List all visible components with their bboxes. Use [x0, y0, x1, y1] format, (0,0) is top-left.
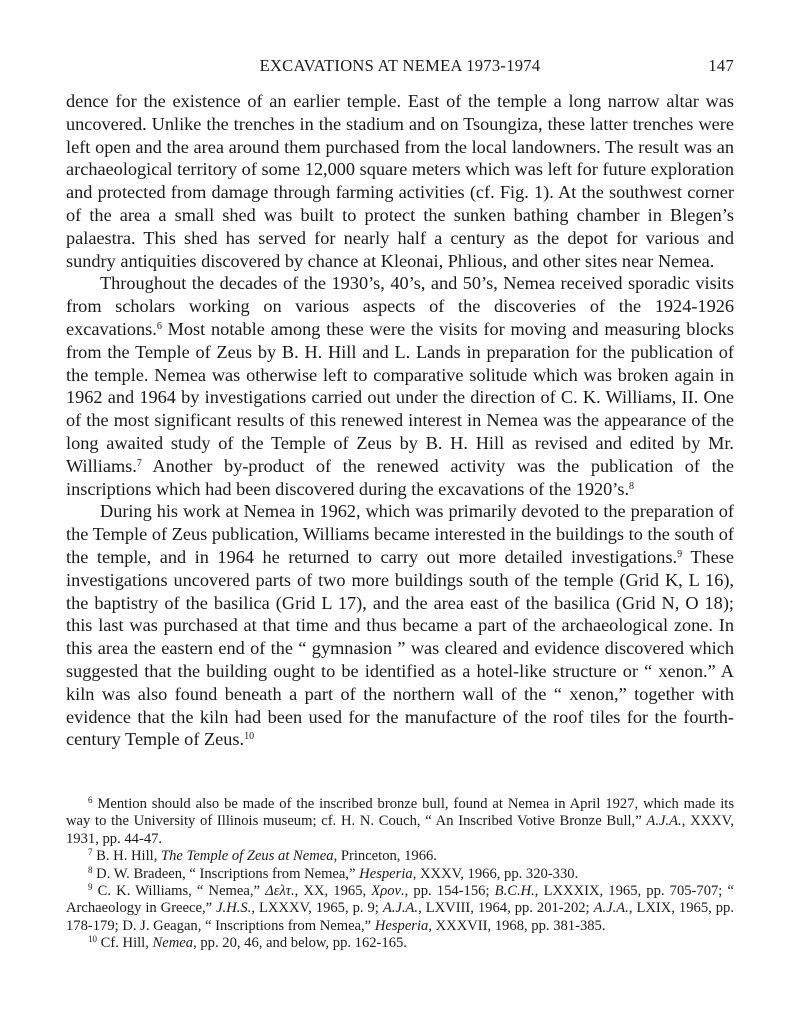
body-text: [66, 90, 734, 751]
footnote-9-text-e: , LXXXV, 1965, p. 9;: [251, 900, 383, 917]
paragraph-1-text: dence for the existence of an earlier temple. East of the temple a long narrow altar was uncovered. Unlike the trenches in the stadium and on Tsoungiza, these latter trenches were left open and the area around them purchased from the local landowners. The result was an archaeological territory of some 12,000 square meters which was left for future exploration and protected from damage through farming activities (cf. Fig. 1). At the southwest corner of the area a small shed was built to protect the sunken bathing chamber in Blegen’s palaestra. This shed has served for nearly half a century as the depot for various and sundry antiquities discovered by chance at Kleonai, Phlious, and other sites near Nemea.: [66, 91, 734, 271]
footnote-9-italic-5: A.J.A.: [382, 900, 419, 917]
footnote-8-text-a: D. W. Bradeen, “ Inscriptions from Nemea,”: [92, 865, 360, 882]
paragraph-1: [66, 90, 734, 272]
footnote-ref-8[interactable]: 8: [629, 480, 635, 492]
paragraph-3-text-a: During his work at Nemea in 1962, which was primarily devoted to the preparation of the Temple of Zeus publication, Williams became interested in the buildings to the south of the temple, and in 1964 he returned to carry out more detailed investigations.: [66, 501, 734, 567]
footnote-9-text-c: , pp. 154-156;: [404, 883, 495, 900]
footnote-9: [66, 883, 734, 935]
paragraph-2-text-c: Another by-product of the renewed activity was the publication of the inscriptions which had been discovered during the excavations of the 1920’s.: [66, 455, 734, 499]
running-title: EXCAVATIONS AT NEMEA 1973-1974: [259, 56, 541, 75]
footnote-ref-6[interactable]: 6: [156, 320, 162, 332]
page-number: 147: [708, 56, 734, 75]
footnote-10-text-b: , pp. 20, 46, and below, pp. 162-165.: [193, 935, 407, 952]
footnote-10-text-a: Cf. Hill,: [97, 935, 153, 952]
paragraph-3: [66, 500, 734, 751]
footnote-8-text-b: , XXXV, 1966, pp. 320-330.: [412, 865, 579, 882]
footnote-ref-9[interactable]: 9: [677, 548, 683, 560]
footnote-10: [66, 935, 734, 952]
paragraph-2-text-a: Throughout the decades of the 1930’s, 40’s, and 50’s, Nemea received sporadic visits from scholars working on various aspects of the discoveries of the 1924-1926 excavations.: [66, 273, 734, 339]
footnote-7-text-a: B. H. Hill,: [92, 848, 162, 865]
footnote-10-number: 10: [88, 934, 97, 945]
running-head: [66, 56, 734, 80]
footnote-9-italic-6: A.J.A.: [593, 900, 629, 917]
paragraph-2-text-b: Most notable among these were the visits for moving and measuring blocks from the Temple of Zeus by B. H. Hill and L. Lands in preparation for the publication of the temple. Nemea was otherwise left to comparative solitude which was broken again in 1962 and 1964 by investigations carried out under the direction of C. K. Williams, II. One of the most significant results of this renewed interest in Nemea was the appearance of the long awaited study of the Temple of Zeus by B. H. Hill as revised and edited by Mr. Williams.: [66, 318, 734, 476]
footnote-8-number: 8: [88, 864, 93, 875]
footnote-9-text-a: C. K. Williams, “ Nemea,”: [92, 883, 266, 900]
footnote-6-number: 6: [88, 795, 93, 805]
footnote-9-italic-4: J.H.S.: [216, 900, 252, 917]
paragraph-3-text-b: These investigations uncovered parts of two more buildings south of the temple (Grid K, L 16), the baptistry of the basilica (Grid L 17), and the area east of the basilica (Grid N, O 18); this last was purchased at that time and thus became a part of the archaeological zone. In this area the eastern end of the “ gymnasion ” was cleared and evidence discovered which suggested that the building ought to be identified as a hotel-like structure or “ xenon.” A kiln was also found beneath a part of the northern wall of the “ xenon,” together with evidence that the kiln had been used for the manufacture of the roof tiles for the fourth-century Temple of Zeus.: [66, 546, 734, 750]
footnote-7: [66, 848, 734, 865]
paragraph-2: [66, 272, 734, 500]
footnote-10-italic: Nemea: [152, 935, 194, 952]
footnote-9-text-g: , LXIX, 1965, pp. 178-179; D. J. Geagan, “ Inscriptions from Nemea,”: [66, 900, 734, 934]
footnote-9-italic-2: Χρον.: [371, 883, 405, 900]
footnote-ref-7[interactable]: 7: [136, 457, 142, 469]
footnote-9-text-h: , XXXVII, 1968, pp. 381-385.: [428, 917, 606, 934]
footnote-6-italic: A.J.A.: [646, 813, 682, 830]
footnote-9-text-d: , LXXXIX, 1965, pp. 705-707; “ Archaeology in Greece,”: [66, 883, 734, 917]
footnote-7-text-b: , Princeton, 1966.: [333, 848, 437, 865]
footnote-6: [66, 796, 734, 848]
footnote-9-number: 9: [88, 882, 93, 893]
footnote-9-italic-7: Hesperia: [374, 917, 429, 934]
footnote-ref-10[interactable]: 10: [244, 731, 255, 743]
footnote-9-italic-3: B.C.H.: [494, 883, 535, 900]
footnote-6-text-b: , XXXV, 1931, pp. 44-47.: [66, 813, 734, 847]
footnote-9-text-b: , XX, 1965,: [294, 883, 372, 900]
footnote-7-number: 7: [88, 847, 93, 858]
footnote-9-text-f: , LXVIII, 1964, pp. 201-202;: [418, 900, 594, 917]
footnote-8-italic: Hesperia: [359, 865, 413, 882]
footnotes: [66, 796, 734, 953]
footnote-6-text-a: Mention should also be made of the inscribed bronze bull, found at Nemea in April 1927, which made its way to the University of Illinois museum; cf. H. N. Couch, “ An Inscribed Votive Bronze Bull,”: [66, 796, 734, 830]
footnote-9-italic-1: Δελτ.: [265, 883, 295, 900]
footnote-8: [66, 866, 734, 883]
footnote-7-italic: The Temple of Zeus at Nemea: [161, 848, 334, 865]
